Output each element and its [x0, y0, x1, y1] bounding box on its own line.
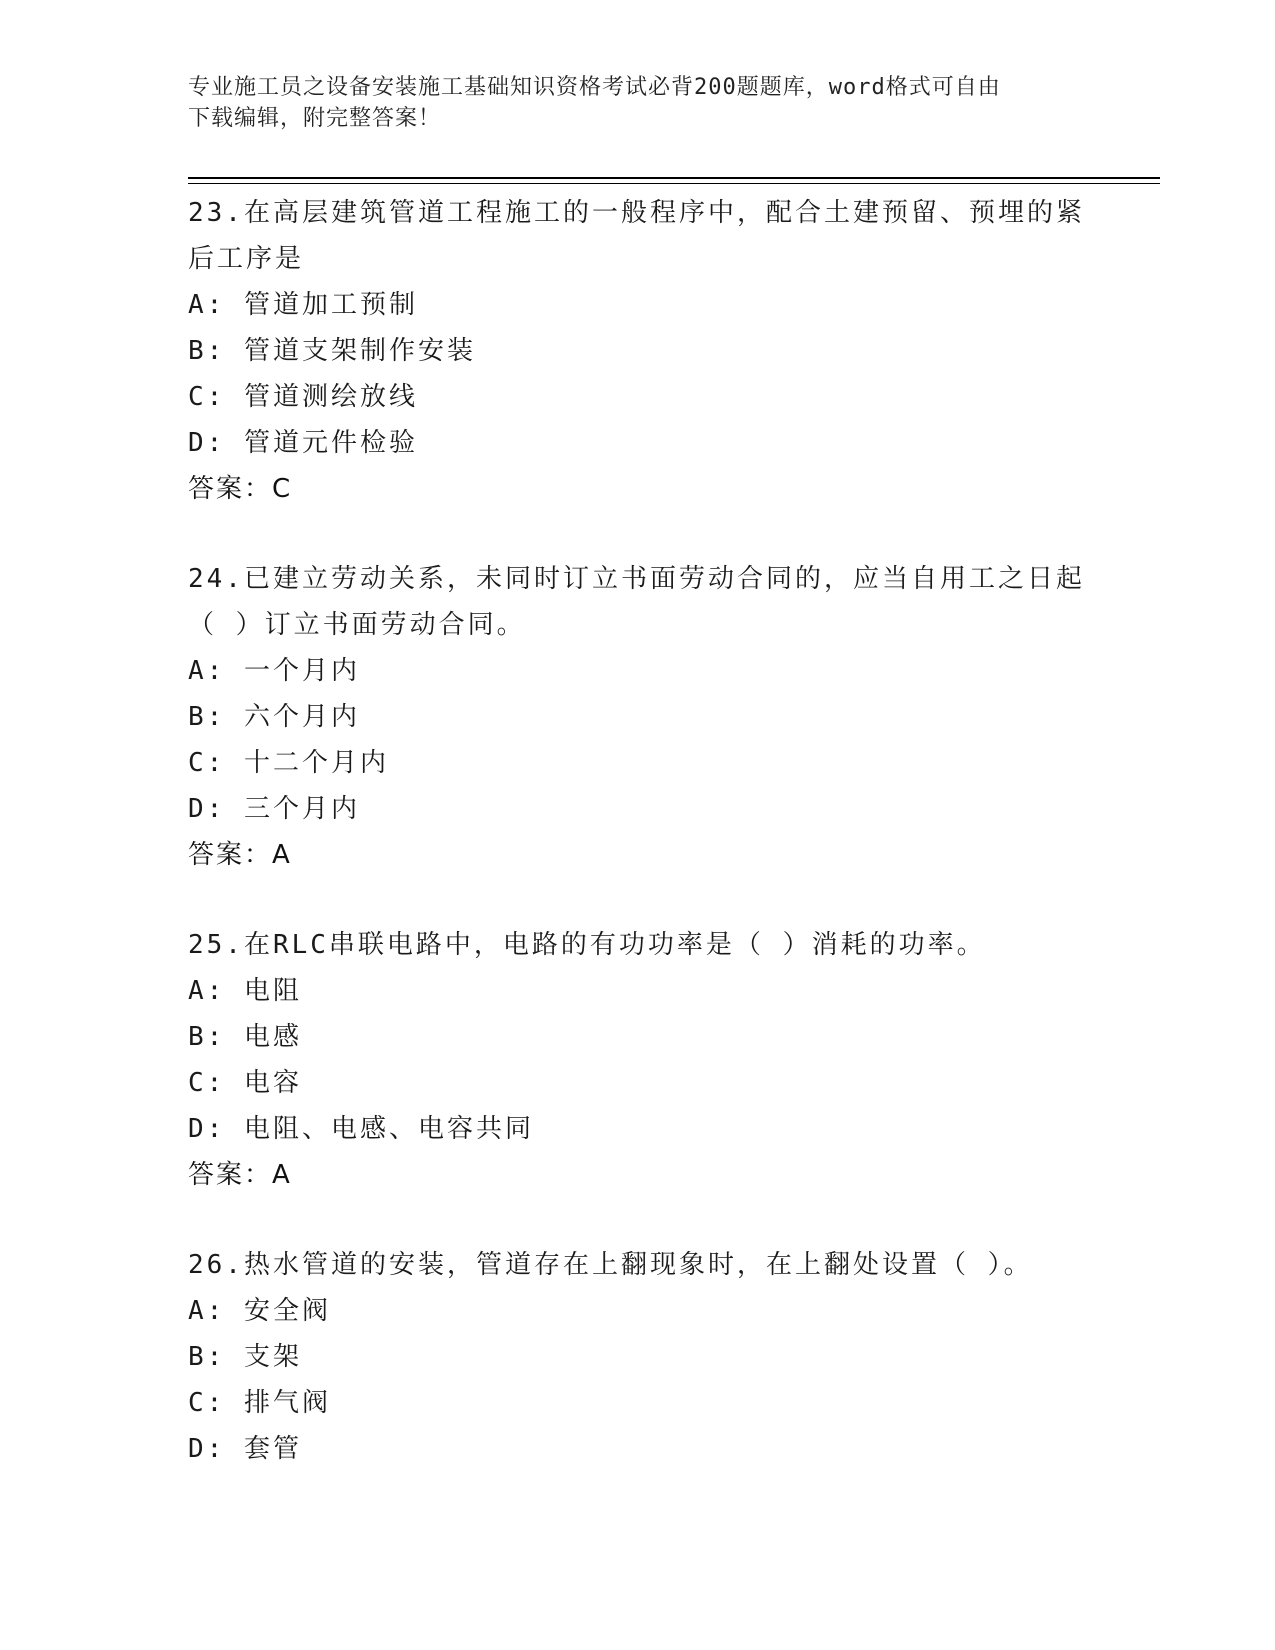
- question-25: [188, 922, 1088, 1198]
- option-d: D: 管道元件检验: [188, 428, 418, 458]
- option-d: D: 三个月内: [188, 794, 360, 824]
- header-divider-thick: [188, 177, 1160, 179]
- page-header: [188, 72, 1068, 134]
- answer-label: 答案：C: [188, 474, 293, 504]
- question-list: [188, 190, 1088, 1516]
- option-c: C: 十二个月内: [188, 748, 389, 778]
- answer-label: 答案：A: [188, 1160, 292, 1190]
- option-a: A: 管道加工预制: [188, 290, 418, 320]
- option-c: C: 管道测绘放线: [188, 382, 418, 412]
- question-26: [188, 1242, 1088, 1472]
- option-d: D: 套管: [188, 1434, 302, 1464]
- header-line-2: 下载编辑，附完整答案！: [188, 106, 442, 131]
- question-23: [188, 190, 1088, 512]
- header-divider-thin: [188, 183, 1160, 184]
- question-stem: 24.已建立劳动关系，未同时订立书面劳动合同的，应当自用工之日起（ ）订立书面劳动合同。: [188, 564, 1085, 640]
- option-a: A: 安全阀: [188, 1296, 331, 1326]
- question-stem: 26.热水管道的安装，管道存在上翻现象时，在上翻处设置（ ）。: [188, 1250, 1033, 1280]
- option-a: A: 电阻: [188, 976, 302, 1006]
- option-c: C: 排气阀: [188, 1388, 331, 1418]
- option-b: B: 支架: [188, 1342, 302, 1372]
- question-24: [188, 556, 1088, 878]
- option-b: B: 六个月内: [188, 702, 360, 732]
- option-b: B: 电感: [188, 1022, 302, 1052]
- question-stem: 25.在RLC串联电路中，电路的有功功率是（ ）消耗的功率。: [188, 930, 986, 960]
- option-c: C: 电容: [188, 1068, 302, 1098]
- option-b: B: 管道支架制作安装: [188, 336, 476, 366]
- question-stem: 23.在高层建筑管道工程施工的一般程序中，配合土建预留、预埋的紧后工序是: [188, 198, 1085, 274]
- answer-label: 答案：A: [188, 840, 292, 870]
- option-d: D: 电阻、电感、电容共同: [188, 1114, 534, 1144]
- option-a: A: 一个月内: [188, 656, 360, 686]
- header-line-1: 专业施工员之设备安装施工基础知识资格考试必背200题题库，word格式可自由: [188, 75, 1001, 100]
